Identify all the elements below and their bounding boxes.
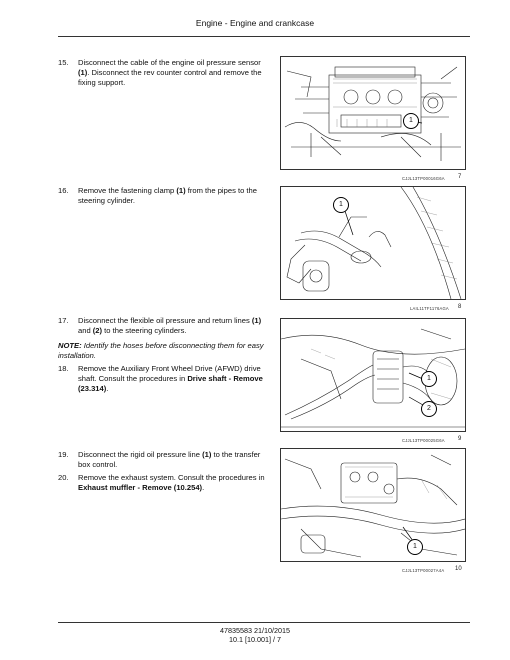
footer-doc-id: 47835583 21/10/2015 — [220, 626, 290, 635]
figure-steering-clamp — [280, 186, 466, 300]
step-number: 16. — [58, 186, 69, 195]
figure-engine-oil-sensor — [280, 56, 466, 170]
footer-page-ref: 10.1 [10.001] / 7 — [229, 635, 281, 644]
figure-oil-lines — [280, 318, 466, 432]
step-number: 20. — [58, 473, 69, 482]
engine-illustration — [281, 57, 465, 169]
callout-1: 1 — [421, 371, 437, 387]
callout-1: 1 — [333, 197, 349, 213]
step-text: Disconnect the rigid oil pressure line (1) to the transfer box control. — [78, 450, 261, 469]
figure-caption: CJJL13TP00016G6A — [402, 176, 445, 181]
figure-number: 10 — [455, 566, 462, 572]
oil-lines-illustration — [281, 319, 465, 431]
step-text: Remove the Auxiliary Front Wheel Drive (AFWD) drive shaft. Consult the procedures in Drive shaft - Remove (23.314). — [78, 364, 263, 393]
steering-illustration — [281, 187, 465, 299]
figure-transfer-box-line — [280, 448, 466, 562]
header-rule — [58, 36, 470, 37]
figure-caption: CJJL13TP00025G6A — [402, 438, 445, 443]
step-text: Disconnect the flexible oil pressure and return lines (1) and (2) to the steering cylinders. — [78, 316, 262, 335]
callout-1: 1 — [403, 113, 419, 129]
figure-number: 9 — [458, 436, 462, 442]
doc-reference: Exhaust muffler - Remove (10.254) — [78, 482, 203, 492]
step-text: Remove the fastening clamp (1) from the pipes to the steering cylinder. — [78, 186, 257, 205]
callout-2: 2 — [421, 401, 437, 417]
page-header: Engine - Engine and crankcase — [195, 18, 315, 28]
step-number: 17. — [58, 316, 69, 325]
step-number: 15. — [58, 58, 69, 67]
note-label: NOTE: — [58, 341, 82, 350]
doc-reference: Drive shaft - Remove (23.314) — [78, 373, 263, 393]
figure-number: 8 — [458, 304, 462, 310]
step-number: 19. — [58, 450, 69, 459]
footer-rule — [58, 622, 470, 623]
figure-caption: LAIL11TF1176AGA — [410, 306, 449, 311]
step-text: Disconnect the cable of the engine oil pressure sensor (1). Disconnect the rev counter control and remove the fixing support. — [78, 58, 262, 87]
transfer-box-illustration — [281, 449, 465, 561]
note-block — [58, 341, 270, 361]
step-text: Remove the exhaust system. Consult the procedures in Exhaust muffler - Remove (10.254). — [78, 473, 265, 492]
note-text: Identify the hoses before disconnecting them for easy installation. — [58, 341, 264, 360]
step-number: 18. — [58, 364, 69, 373]
figure-caption: CJJL13TP00027A4A — [402, 568, 445, 573]
figure-number: 7 — [458, 174, 462, 180]
callout-1: 1 — [407, 539, 423, 555]
